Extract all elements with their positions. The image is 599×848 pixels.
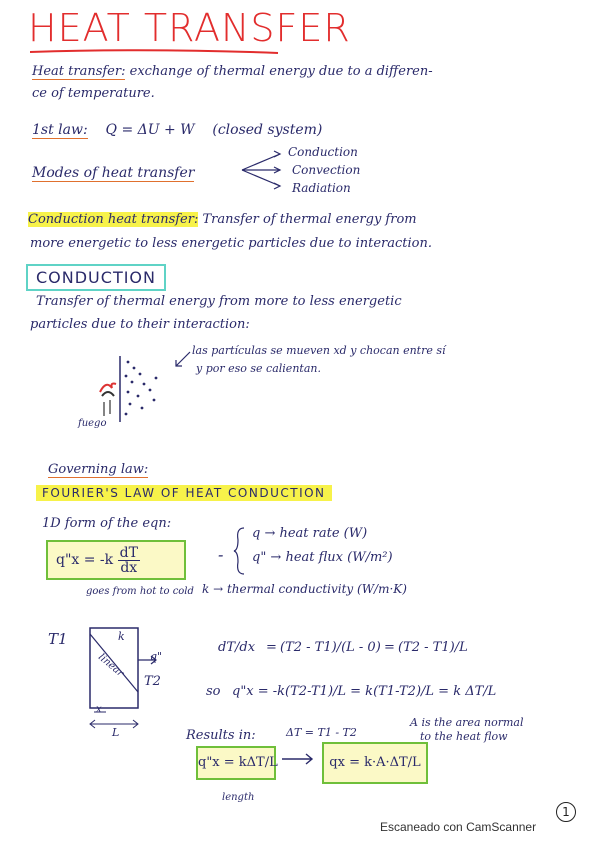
grad-eq-1: = — [266, 640, 277, 655]
label-linear: linear — [95, 651, 126, 680]
fourier-law-heading: FOURIER'S LAW OF HEAT CONDUCTION — [36, 485, 332, 501]
modes-label — [32, 165, 194, 181]
result-2-note-1: A is the area normal — [410, 716, 524, 729]
label-k: k — [118, 630, 125, 643]
sketch-note-2: y por eso se calientan. — [196, 362, 321, 375]
sign-note: goes from hot to cold — [86, 586, 194, 597]
grad-rhs: (T2 - T1)/L — [398, 640, 468, 655]
legend-heat-rate: q → heat rate (W) — [252, 526, 368, 541]
grad-mid: (T2 - T1)/(L - 0) — [280, 640, 381, 655]
fourier-lhs: q"x = -k — [56, 552, 114, 568]
first-law-note: (closed system) — [212, 122, 323, 138]
label-t2: T2 — [144, 674, 161, 689]
result-arrow — [280, 752, 316, 766]
definition-text-2: ce of temperature. — [32, 86, 155, 101]
modes-arrows — [240, 148, 290, 192]
first-law — [32, 122, 322, 138]
mode-conduction: Conduction — [288, 145, 358, 159]
conduction-def-line-1 — [28, 212, 417, 227]
title-underline — [30, 48, 280, 56]
label-t1: T1 — [48, 630, 68, 648]
k-note: k → thermal conductivity (W/m·K) — [202, 582, 407, 596]
sketch-label: fuego — [78, 418, 107, 429]
result-2-box: qx = k·A·ΔT/L — [322, 742, 428, 784]
scanner-watermark: Escaneado con CamScanner — [380, 820, 537, 834]
result-1-note: length — [222, 792, 255, 803]
label-axis-L: L — [112, 726, 120, 739]
modes-label-text: Modes of heat transfer — [32, 165, 195, 181]
result-2-note-2: to the heat flow — [420, 730, 508, 743]
grad-lhs: dT/dx — [218, 640, 256, 655]
sketch-arrow — [172, 350, 194, 370]
page-number: 1 — [556, 802, 576, 822]
wall-diagram — [82, 620, 172, 740]
sketch-note-1: las partículas se mueven xd y chocan entre sí — [192, 344, 446, 357]
label-flux: q" — [150, 650, 163, 663]
legend-heat-flux: q" → heat flux (W/m²) — [252, 550, 393, 565]
form-label: 1D form of the eqn: — [42, 516, 172, 531]
mode-radiation: Radiation — [292, 181, 351, 195]
conduction-heading: CONDUCTION — [26, 264, 166, 291]
fourier-num: dT — [119, 544, 138, 561]
label-axis-x: x — [96, 704, 102, 715]
results-label: Results in: — [186, 728, 256, 743]
conduction-def-term: Conduction heat transfer: — [28, 212, 199, 227]
fourier-fraction — [118, 546, 140, 575]
conduction-def-text-2: more energetic to less energetic particles due to interaction. — [30, 236, 432, 251]
conduction-def-text-1: Transfer of thermal energy from — [202, 212, 417, 227]
result-1-box: q"x = kΔT/L — [196, 746, 276, 780]
definition-text-1: exchange of thermal energy due to a differen- — [129, 64, 433, 79]
legend-dash: - — [218, 545, 224, 564]
fourier-den: dx — [120, 559, 138, 576]
grad-eq-2: = — [384, 640, 395, 655]
definition-term: Heat transfer: — [32, 64, 126, 79]
conduction-text-2: particles due to their interaction: — [30, 317, 250, 332]
fourier-formula-box — [46, 540, 186, 580]
governing-label — [48, 462, 148, 477]
first-law-label: 1st law: — [32, 122, 88, 138]
delta-note: ΔT = T1 - T2 — [286, 726, 357, 739]
definition-line-1 — [32, 64, 433, 79]
governing-label-text: Governing law: — [48, 462, 149, 477]
conduction-text-1: Transfer of thermal energy from more to less energetic — [36, 294, 402, 309]
so-label: so — [206, 684, 221, 699]
so-equation: q"x = -k(T2-T1)/L = k(T1-T2)/L = k ΔT/L — [232, 684, 497, 699]
legend-brace — [232, 526, 246, 576]
mode-convection: Convection — [292, 163, 361, 177]
page-title: HEAT TRANSFER — [28, 6, 351, 50]
first-law-equation: Q = ΔU + W — [105, 122, 195, 138]
